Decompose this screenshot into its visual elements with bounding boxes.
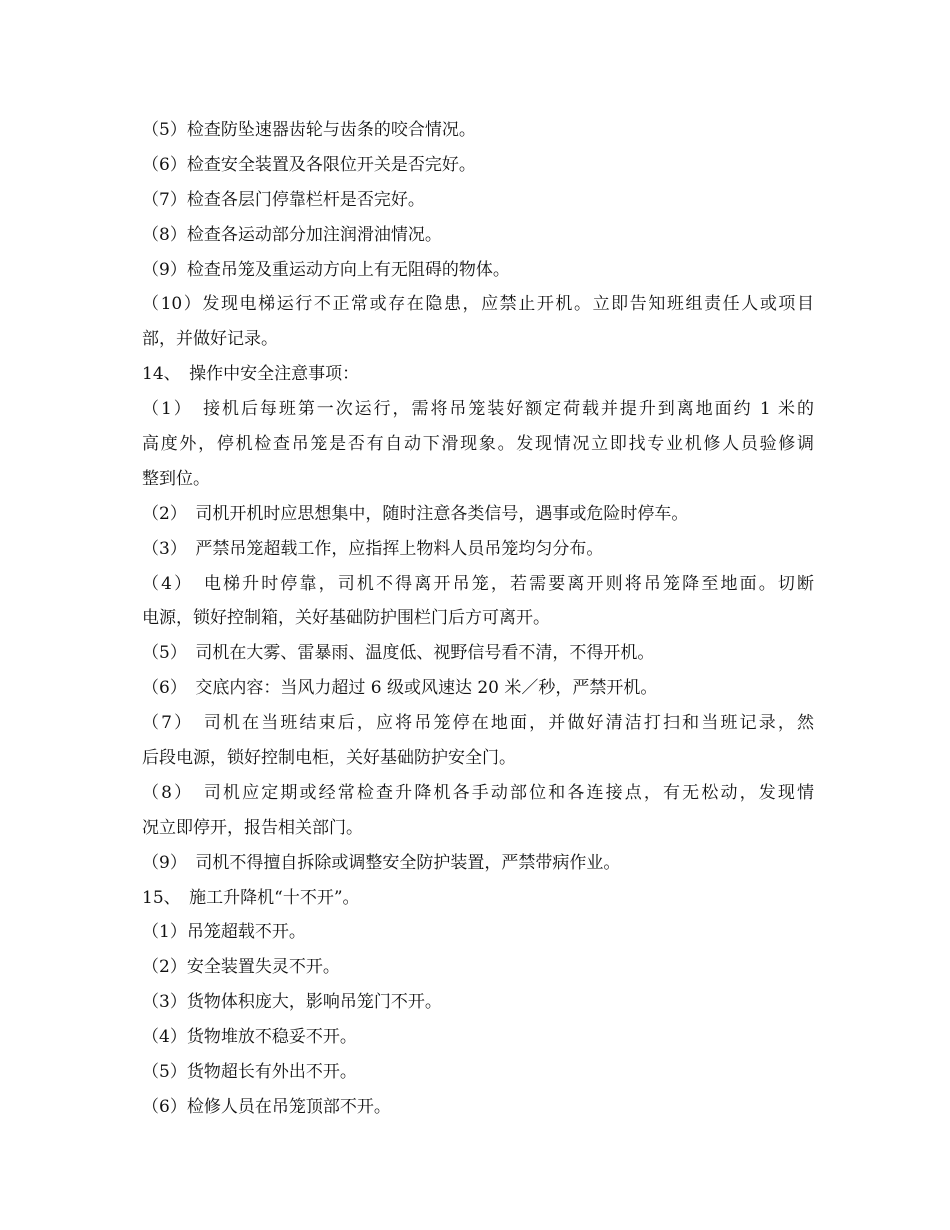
text-line: （1） 接机后每班第一次运行，需将吊笼装好额定荷载并提升到离地面约 1 米的 — [142, 399, 814, 420]
text-line: （8） 司机应定期或经常检查升降机各手动部位和各连接点，有无松动，发现情 — [142, 782, 814, 803]
text-line: （6） 交底内容：当风力超过 6 级或风速达 20 米／秒，严禁开机。 — [142, 678, 658, 699]
text-line: 整到位。 — [142, 468, 210, 489]
text-line: （7） 司机在当班结束后，应将吊笼停在地面，并做好清洁打扫和当班记录，然 — [142, 713, 814, 734]
text-line: 部，并做好记录。 — [142, 329, 278, 350]
text-line: （10）发现电梯运行不正常或存在隐患，应禁止开机。立即告知班组责任人或项目 — [142, 294, 814, 315]
text-line: 电源，锁好控制箱，关好基础防护围栏门后方可离开。 — [142, 608, 550, 629]
text-line: （3） 严禁吊笼超载工作，应指挥上物料人员吊笼均匀分布。 — [142, 538, 604, 559]
text-line: 后段电源，锁好控制电柜，关好基础防护安全门。 — [142, 748, 516, 769]
section-heading: 14、 操作中安全注意事项： — [142, 364, 360, 385]
text-line: （4）货物堆放不稳妥不开。 — [142, 1027, 357, 1048]
text-line: （9）检查吊笼及重运动方向上有无阻碍的物体。 — [142, 259, 510, 280]
text-line: （2） 司机开机时应思想集中，随时注意各类信号，遇事或危险时停车。 — [142, 503, 689, 524]
section-heading: 15、 施工升降机“十不开”。 — [142, 887, 360, 908]
text-line: （7）检查各层门停靠栏杆是否完好。 — [142, 189, 425, 210]
text-line: （6）检查安全装置及各限位开关是否完好。 — [142, 154, 476, 175]
text-line: （4） 电梯升时停靠，司机不得离开吊笼，若需要离开则将吊笼降至地面。切断 — [142, 573, 814, 594]
document-body — [142, 116, 814, 1128]
text-line: （9） 司机不得擅自拆除或调整安全防护装置，严禁带病作业。 — [142, 852, 621, 873]
text-line: （5）检查防坠速器齿轮与齿条的咬合情况。 — [142, 120, 476, 140]
text-line: （5）货物超长有外出不开。 — [142, 1062, 357, 1083]
text-line: （8）检查各运动部分加注润滑油情况。 — [142, 224, 442, 245]
text-line: （2）安全装置失灵不开。 — [142, 957, 340, 978]
text-line: 高度外，停机检查吊笼是否有自动下滑现象。发现情况立即找专业机修人员验修调 — [142, 434, 814, 455]
text-line: （3）货物体积庞大，影响吊笼门不开。 — [142, 992, 442, 1013]
text-line: （1）吊笼超载不开。 — [142, 922, 306, 943]
text-line: （6）检修人员在吊笼顶部不开。 — [142, 1096, 391, 1117]
text-line: （5） 司机在大雾、雷暴雨、温度低、视野信号看不清，不得开机。 — [142, 643, 655, 664]
text-line: 况立即停开，报告相关部门。 — [142, 817, 363, 838]
